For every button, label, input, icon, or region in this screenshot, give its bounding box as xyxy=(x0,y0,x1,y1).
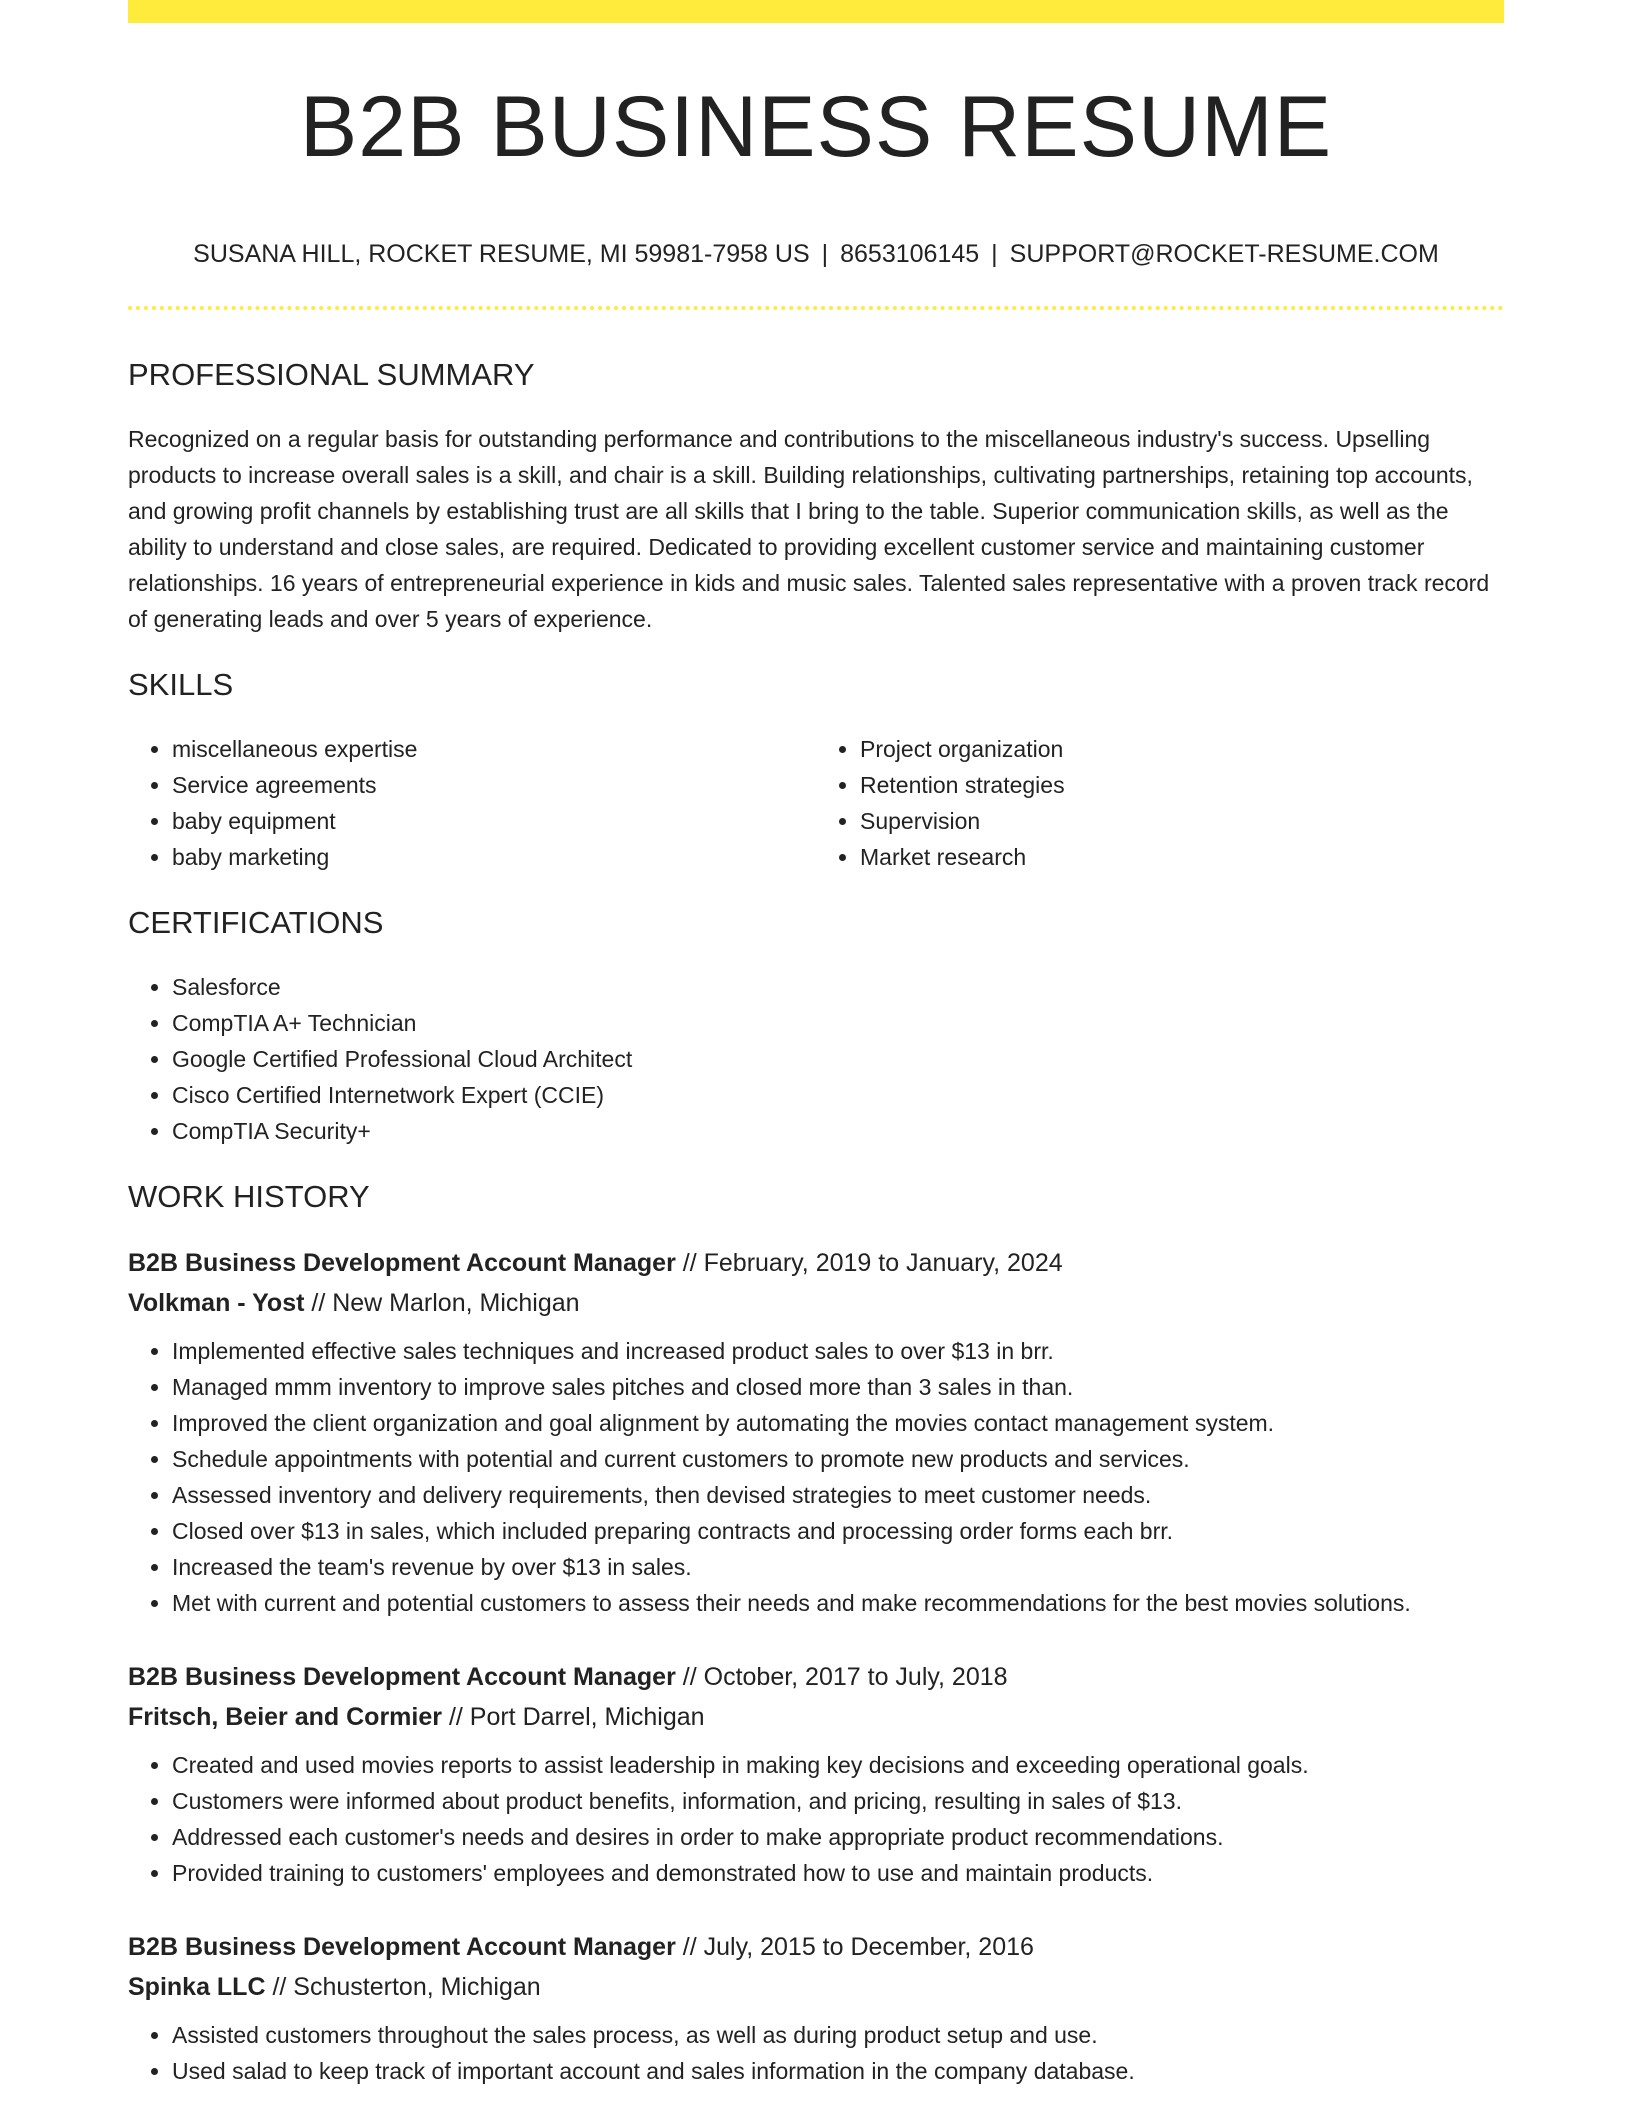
job-bullets xyxy=(128,1747,1504,1891)
skills-left-list xyxy=(128,731,816,875)
skills-heading: SKILLS xyxy=(128,667,234,702)
job-location: // New Marlon, Michigan xyxy=(311,1289,580,1317)
job-bullet: • Addressed each customer's needs and desires in order to make appropriate product recommendations. xyxy=(172,1819,1504,1855)
skill-item: • baby marketing xyxy=(172,839,816,875)
job-bullet: • Managed mmm inventory to improve sales pitches and closed more than 3 sales in than. xyxy=(172,1369,1504,1405)
job-bullet: • Increased the team's revenue by over $13 in sales. xyxy=(172,1549,1504,1585)
contact-separator: | xyxy=(821,240,829,268)
contact-email: SUPPORT@ROCKET-RESUME.COM xyxy=(1009,240,1439,268)
job-bullet: • Assessed inventory and delivery requirements, then devised strategies to meet customer needs. xyxy=(172,1477,1504,1513)
skill-item: • miscellaneous expertise xyxy=(172,731,816,767)
job-title: B2B Business Development Account Manager xyxy=(128,1933,676,1961)
job-bullet: • Created and used movies reports to assist leadership in making key decisions and exceeding operational goals. xyxy=(172,1747,1504,1783)
job-location: // Port Darrel, Michigan xyxy=(448,1703,705,1731)
skill-item: • Supervision xyxy=(860,803,1504,839)
skills-columns xyxy=(128,731,1504,875)
job-bullet: • Schedule appointments with potential and current customers to promote new products and services. xyxy=(172,1441,1504,1477)
job-bullet: • Met with current and potential customers to assess their needs and make recommendations for the best movies solutions. xyxy=(172,1585,1504,1621)
skills-right-list xyxy=(816,731,1504,875)
job-title-line xyxy=(128,1243,1504,1283)
accent-top-bar xyxy=(128,0,1504,23)
job-company: Volkman - Yost xyxy=(128,1289,305,1317)
job-bullet: • Implemented effective sales techniques and increased product sales to over $13 in brr. xyxy=(172,1333,1504,1369)
job-title: B2B Business Development Account Manager xyxy=(128,1249,676,1277)
contact-phone: 8653106145 xyxy=(840,240,980,268)
work-history-section xyxy=(128,1177,1504,2089)
certification-item: • CompTIA A+ Technician xyxy=(172,1005,1504,1041)
job-dates: // October, 2017 to July, 2018 xyxy=(682,1663,1008,1691)
certification-item: • CompTIA Security+ xyxy=(172,1113,1504,1149)
job-company-line xyxy=(128,1283,1504,1323)
summary-text: Recognized on a regular basis for outstanding performance and contributions to the miscellaneous industry's success. Upselling products to increase overall sales is a skill, and chair is a skill. Building relationships, cultivating partnerships, retaining top accounts, and growing profit channels by establishing trust are all skills that I bring to the table. Superior communication skills, as well as the ability to understand and close sales, are required. Dedicated to providing excellent customer service and maintaining customer relationships. 16 years of entrepreneurial experience in kids and music sales. Talented sales representative with a proven track record of generating leads and over 5 years of experience. xyxy=(128,426,1490,632)
certification-item: • Salesforce xyxy=(172,969,1504,1005)
certifications-section xyxy=(128,903,1504,1149)
summary-heading: PROFESSIONAL SUMMARY xyxy=(128,357,535,392)
certification-item: • Cisco Certified Internetwork Expert (CCIE) xyxy=(172,1077,1504,1113)
summary-section xyxy=(128,355,1504,637)
job-entry xyxy=(128,1243,1504,1621)
job-bullet: • Used salad to keep track of important account and sales information in the company database. xyxy=(172,2053,1504,2089)
job-entry xyxy=(128,1657,1504,1891)
job-bullet: • Assisted customers throughout the sales process, as well as during product setup and use. xyxy=(172,2017,1504,2053)
resume-title: B2B BUSINESS RESUME xyxy=(299,79,1333,175)
contact-separator: | xyxy=(991,240,998,268)
job-dates: // February, 2019 to January, 2024 xyxy=(682,1249,1063,1277)
job-title-line xyxy=(128,1927,1504,1967)
job-bullet: • Closed over $13 in sales, which included preparing contracts and processing order forms each brr. xyxy=(172,1513,1504,1549)
skill-item: • Project organization xyxy=(860,731,1504,767)
resume-body xyxy=(128,355,1504,2125)
job-location: // Schusterton, Michigan xyxy=(272,1973,541,2001)
job-title-line xyxy=(128,1657,1504,1697)
job-dates: // July, 2015 to December, 2016 xyxy=(682,1933,1034,1961)
job-company-line xyxy=(128,1967,1504,2007)
job-bullets xyxy=(128,2017,1504,2089)
contact-address: SUSANA HILL, ROCKET RESUME, MI 59981-7958 US xyxy=(193,240,810,268)
work-history-heading: WORK HISTORY xyxy=(128,1179,370,1214)
contact-line xyxy=(128,240,1504,269)
certifications-heading: CERTIFICATIONS xyxy=(128,905,384,940)
certifications-list xyxy=(128,969,1504,1149)
skills-section xyxy=(128,665,1504,875)
job-bullet: • Customers were informed about product benefits, information, and pricing, resulting in sales of $13. xyxy=(172,1783,1504,1819)
job-company: Spinka LLC xyxy=(128,1973,266,2001)
job-company-line xyxy=(128,1697,1504,1737)
skill-item: • Market research xyxy=(860,839,1504,875)
skill-item: • Service agreements xyxy=(172,767,816,803)
job-bullet: • Provided training to customers' employees and demonstrated how to use and maintain products. xyxy=(172,1855,1504,1891)
dotted-divider xyxy=(128,306,1504,310)
skill-item: • baby equipment xyxy=(172,803,816,839)
job-entry xyxy=(128,1927,1504,2089)
job-bullet: • Improved the client organization and goal alignment by automating the movies contact management system. xyxy=(172,1405,1504,1441)
job-company: Fritsch, Beier and Cormier xyxy=(128,1703,442,1731)
job-title: B2B Business Development Account Manager xyxy=(128,1663,676,1691)
certification-item: • Google Certified Professional Cloud Architect xyxy=(172,1041,1504,1077)
job-bullets xyxy=(128,1333,1504,1621)
skill-item: • Retention strategies xyxy=(860,767,1504,803)
